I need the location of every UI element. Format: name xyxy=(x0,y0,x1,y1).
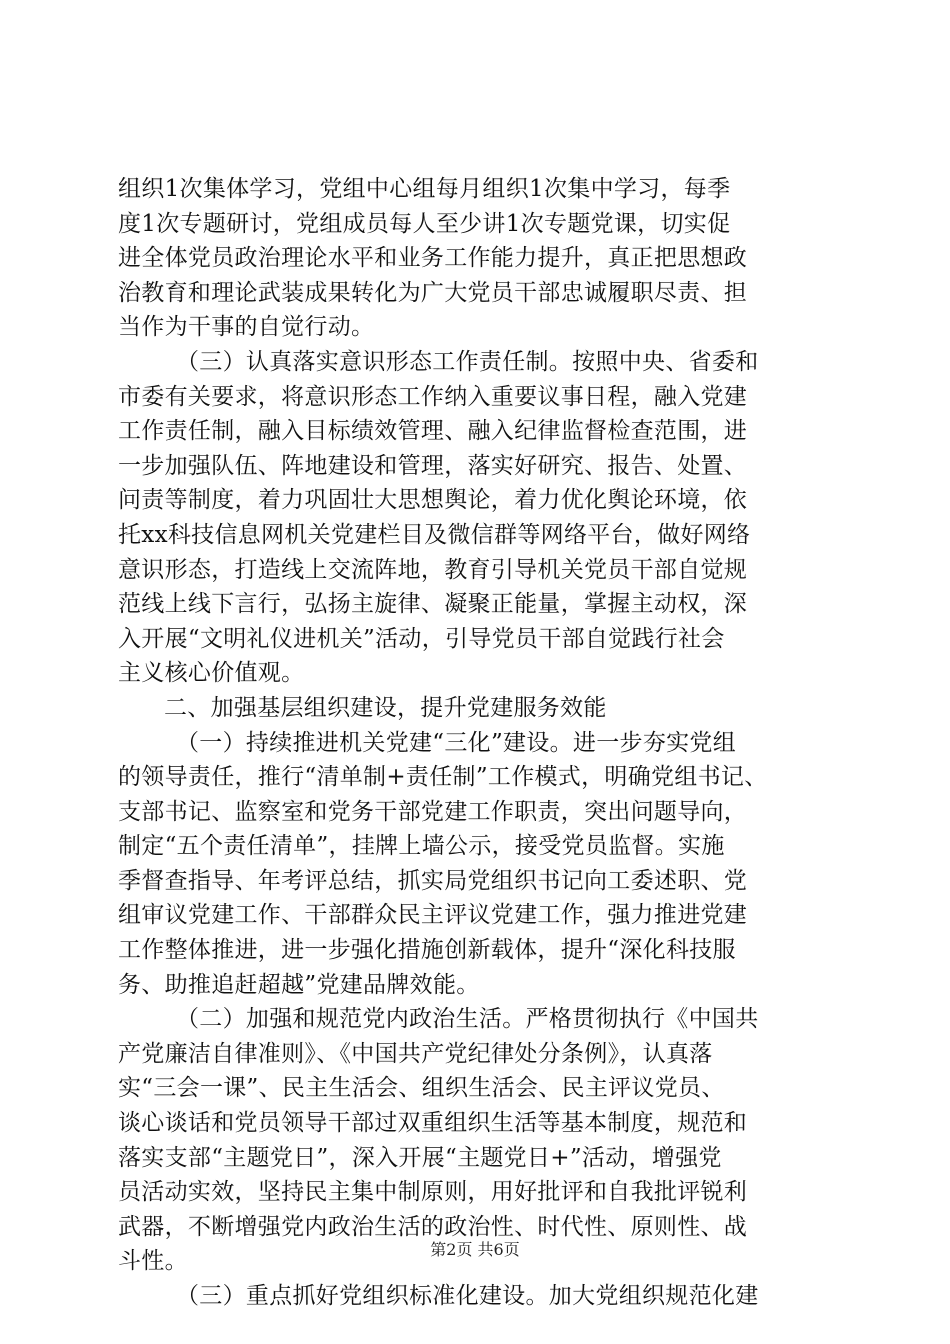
text-line: 务、助推追赶超越”党建品牌效能。 xyxy=(118,971,480,998)
text-line: 工作责任制，融入目标绩效管理、融入纪律监督检查范围，进 xyxy=(118,418,748,445)
text-line: 度1次专题研讨，党组成员每人至少讲1次专题党课，切实促 xyxy=(118,210,731,237)
text-line: 问责等制度，着力巩固壮大思想舆论，着力优化舆论环境，依 xyxy=(118,487,748,514)
text-line: 武器，不断增强党内政治生活的政治性、时代性、原则性、战 xyxy=(118,1213,748,1240)
text-line: 组织1次集体学习，党组中心组每月组织1次集中学习，每季 xyxy=(118,176,731,202)
text-line: 治教育和理论武装成果转化为广大党员干部忠诚履职尽责、担 xyxy=(118,279,748,306)
text-line: 产党廉洁自律准则》、《中国共产党纪律处分条例》，认真落 xyxy=(118,1040,713,1067)
section-heading: 二、加强基层组织建设，提升党建服务效能 xyxy=(164,694,607,721)
text-line: 季督查指导、年考评总结，抓实局党组织书记向工委述职、党 xyxy=(118,867,748,894)
text-line: （三）重点抓好党组织标准化建设。加大党组织规范化建 xyxy=(176,1283,759,1309)
text-line: 进全体党员政治理论水平和业务工作能力提升，真正把思想政 xyxy=(118,245,748,272)
document-body xyxy=(118,172,838,1314)
text-line: 组审议党建工作、干部群众民主评议党建工作，强力推进党建 xyxy=(118,902,748,929)
text-line: （三）认真落实意识形态工作责任制。按照中央、省委和 xyxy=(176,348,759,375)
text-line: 托xx科技信息网机关党建栏目及微信群等网络平台，做好网络 xyxy=(118,521,751,548)
text-line: 员活动实效，坚持民主集中制原则，用好批评和自我批评锐利 xyxy=(118,1179,748,1206)
text-line: 的领导责任，推行“清单制+责任制”工作模式，明确党组书记、 xyxy=(118,764,768,791)
text-line: 意识形态，打造线上交流阵地，教育引导机关党员干部自觉规 xyxy=(118,556,748,583)
text-line: 制定“五个责任清单”，挂牌上墙公示，接受党员监督。实施 xyxy=(118,833,725,860)
text-line: 斗性。 xyxy=(118,1248,188,1275)
text-line: （二）加强和规范党内政治生活。严格贯彻执行《中国共 xyxy=(176,1006,759,1033)
text-line: 一步加强队伍、阵地建设和管理，落实好研究、报告、处置、 xyxy=(118,452,748,479)
page-number-footer: 第2页 共6页 xyxy=(430,1240,520,1259)
text-line: 落实支部“主题党日”，深入开展“主题党日+”活动，增强党 xyxy=(118,1144,722,1171)
text-line: 实“三会一课”、民主生活会、组织生活会、民主评议党员、 xyxy=(118,1075,725,1102)
text-line: 当作为干事的自觉行动。 xyxy=(118,314,375,341)
text-line: 工作整体推进，进一步强化措施创新载体，提升“深化科技服 xyxy=(118,937,736,964)
text-line: 范线上线下言行，弘扬主旋律、凝聚正能量，掌握主动权，深 xyxy=(118,591,748,618)
text-line: 支部书记、监察室和党务干部党建工作职责，突出问题导向， xyxy=(118,798,748,825)
text-line: 主义核心价值观。 xyxy=(118,660,305,687)
text-line: （一）持续推进机关党建“三化”建设。进一步夯实党组 xyxy=(176,729,737,756)
text-line: 谈心谈话和党员领导干部过双重组织生活等基本制度，规范和 xyxy=(118,1110,748,1137)
text-line: 市委有关要求，将意识形态工作纳入重要议事日程，融入党建 xyxy=(118,383,748,410)
text-line: 入开展“文明礼仪进机关”活动，引导党员干部自觉践行社会 xyxy=(118,625,725,652)
